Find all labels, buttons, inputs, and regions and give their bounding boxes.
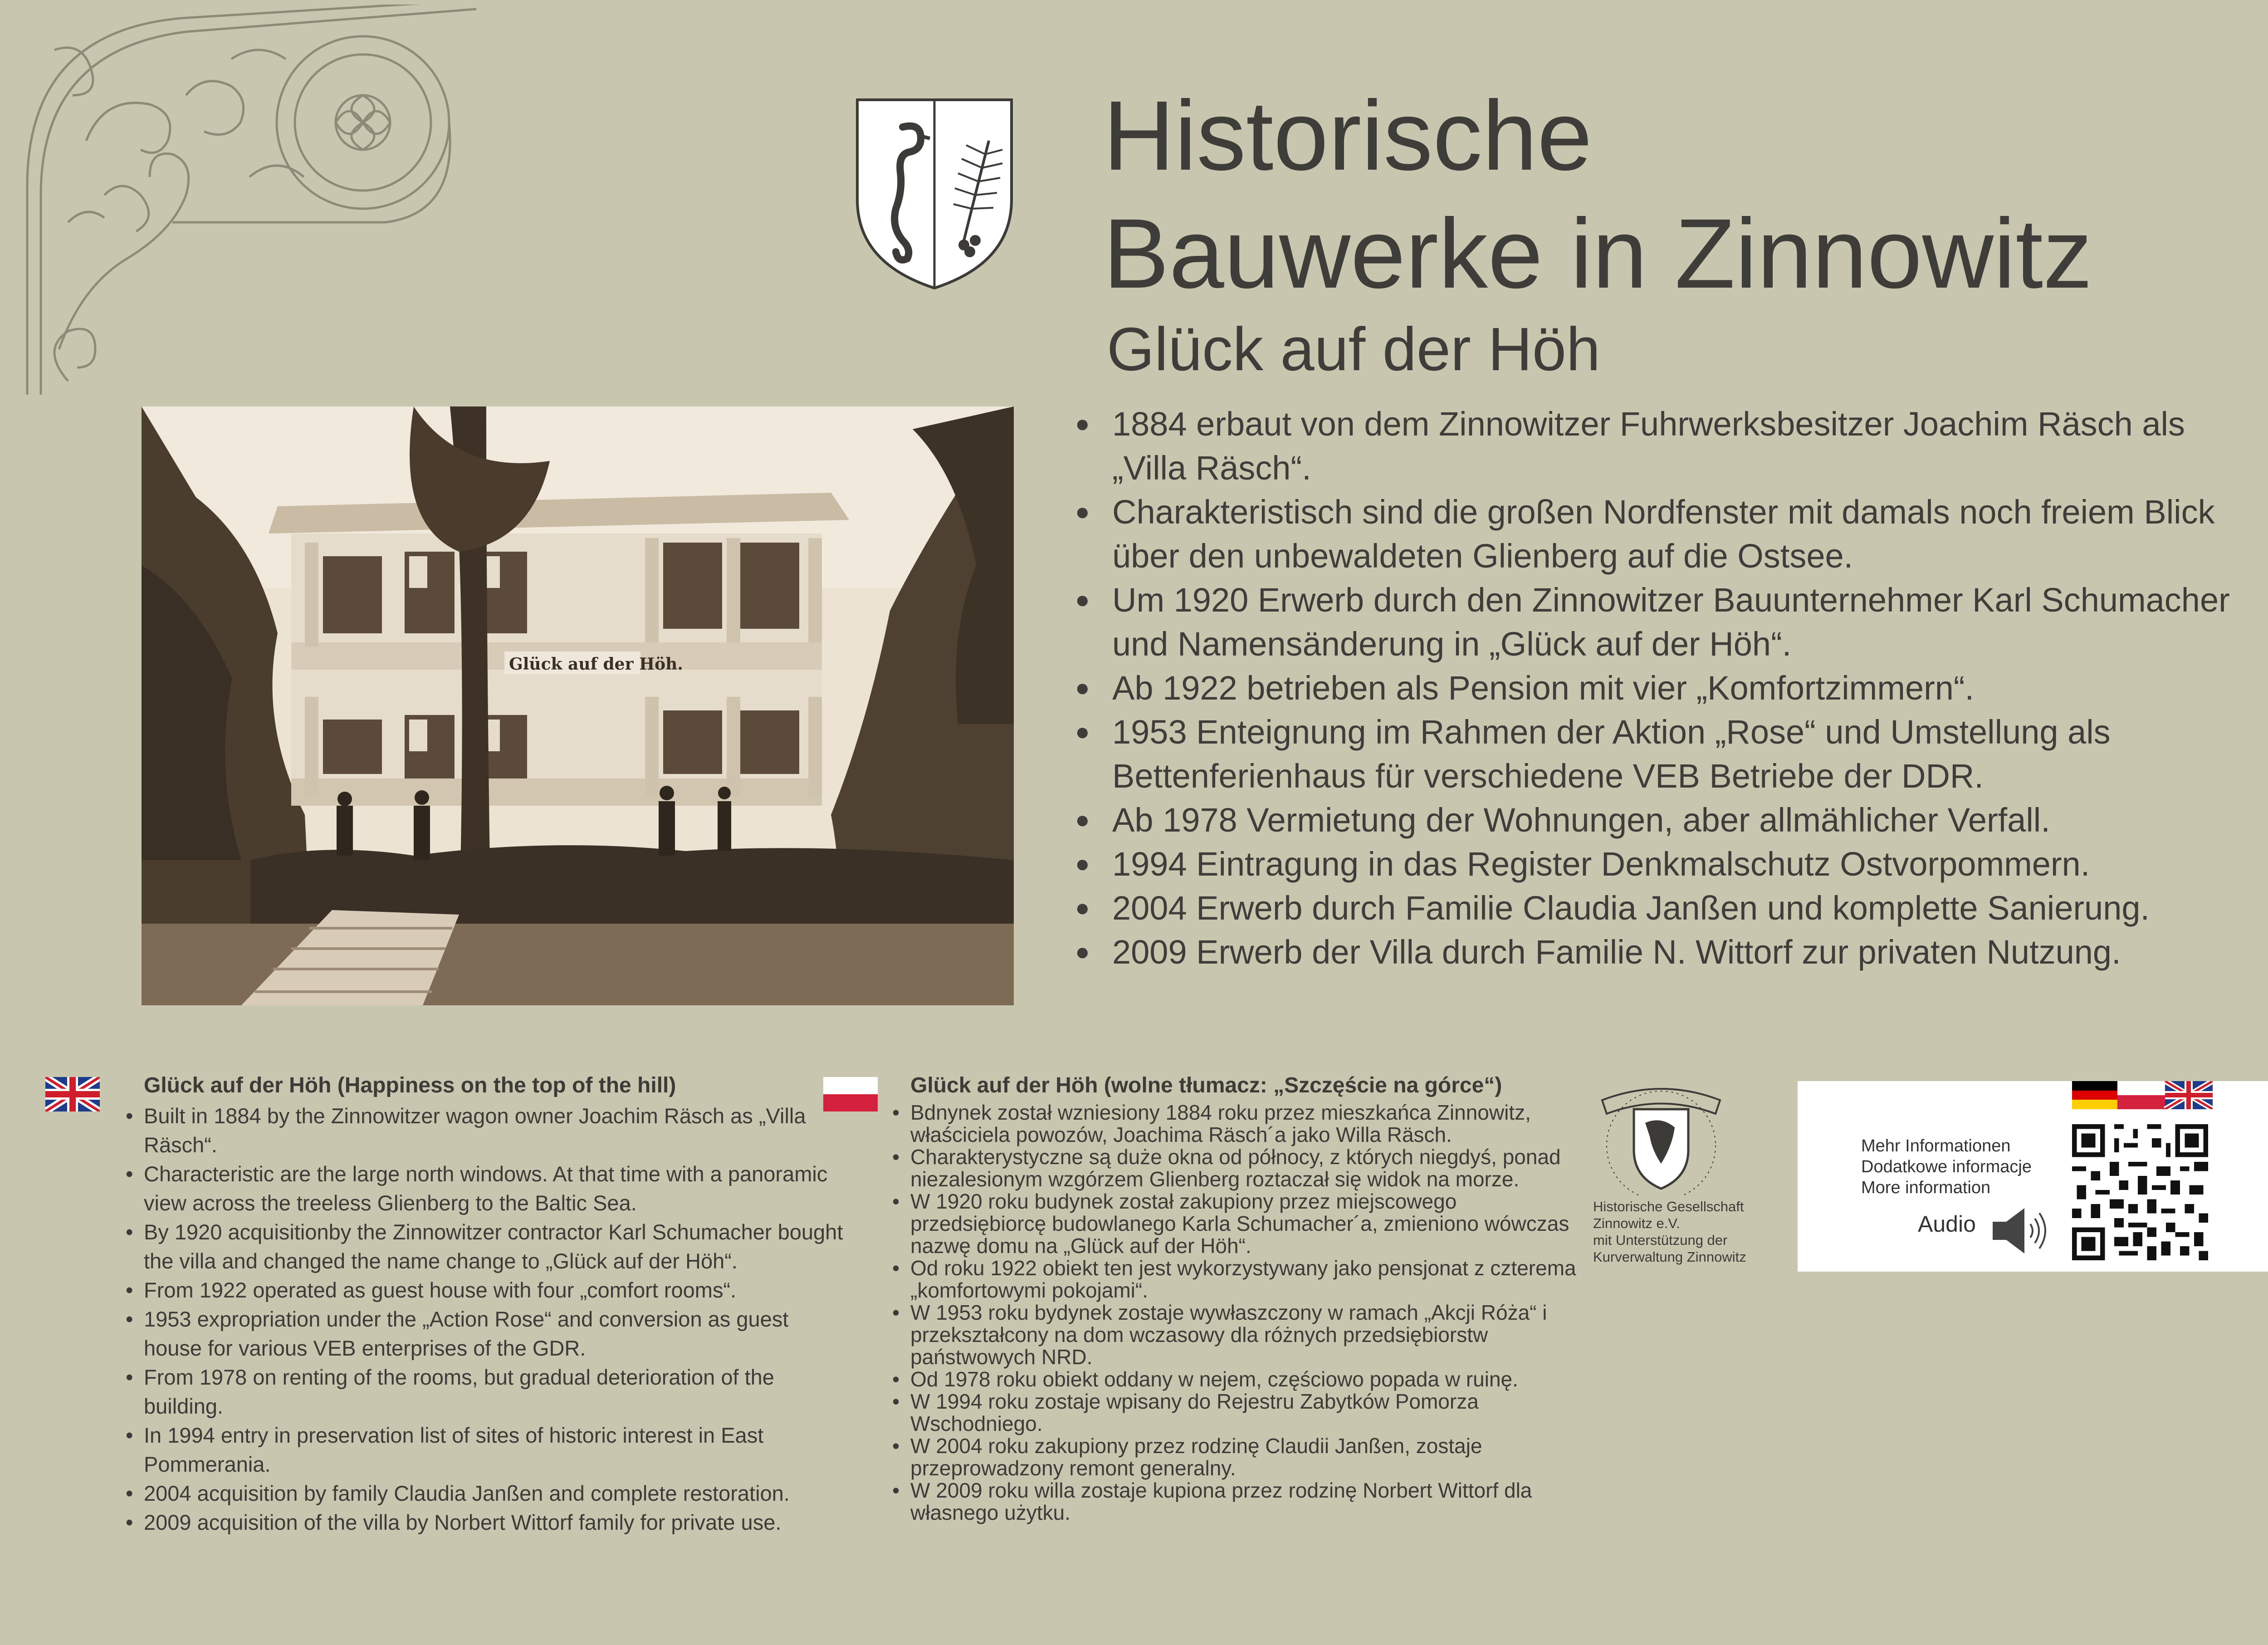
polish-section [823,1072,1590,1524]
list-item: • W 1953 roku bydynek zostaje wywłaszczony w ramach „Akcji Róża“ i przekształcony na dom wczasowy dla różnych przedsiębiorstw państwowych NRD. [910,1302,1590,1368]
list-item: ● Charakteristisch sind die großen Nordfenster mit damals noch freiem Blick über den unbewaldeten Glienberg auf die Ostsee. [1075,490,2263,578]
society-line-3: mit Unterstützung der [1593,1232,1728,1248]
list-item: • By 1920 acquisitionby the Zinnowitzer contractor Karl Schumacher bought the villa and changed the name change to „Glück auf der Höh“. [144,1218,844,1276]
coat-of-arms-icon [853,95,1016,290]
uk-flag-icon [45,1077,100,1111]
more-info-text [1861,1136,2032,1198]
list-item: • Od roku 1922 obiekt ten jest wykorzystywany jako pensjonat z czterema „komfortowymi pokojami“. [910,1257,1590,1302]
english-heading: Glück auf der Höh (Happiness on the top of the hill) [144,1073,676,1097]
language-flags-icon [2072,1081,2213,1109]
list-item: • Charakterystyczne są duże okna od północy, z których niegdyś, ponad niezalesionym wzgórzem Glienberg roztaczał się widok na morze. [910,1146,1590,1190]
list-item: ● Um 1920 Erwerb durch den Zinnowitzer Bauunternehmer Karl Schumacher und Namensänderung in „Glück auf der Höh“. [1075,578,2263,666]
list-item: • Bdnynek został wzniesiony 1884 roku przez mieszkańca Zinnowitz, właściciela powozów, Joachima Räsch´a jako Willa Räsch. [910,1102,1590,1146]
society-line-1: Historische Gesellschaft [1593,1199,1744,1214]
list-item: ● 1953 Enteignung im Rahmen der Aktion „Rose“ und Umstellung als Bettenferienhaus für verschiedene VEB Betriebe der DDR. [1075,710,2263,798]
photo-sign-text: Glück auf der Höh. [509,655,683,674]
list-item: • Od 1978 roku obiekt oddany w nejem, częściowo popada w ruinę. [910,1368,1590,1390]
polish-facts-list [823,1102,1590,1524]
list-item: • W 1920 roku budynek został zakupiony przez miejscowego przedsiębiorcę budowlanego Karla Schumacher´a, zmieniono wówczas nazwę domu na „Glück auf der Höh“. [910,1190,1590,1257]
list-item: • From 1978 on renting of the rooms, but gradual deterioration of the building. [144,1363,844,1421]
more-info-box [1798,1081,2268,1272]
page-subtitle: Glück auf der Höh [1107,315,1601,383]
ornament-flourish-icon [14,5,485,404]
title-line-2: Bauwerke in Zinnowitz [1103,199,2092,309]
page-title [1103,77,2237,313]
list-item: ● 2009 Erwerb der Villa durch Familie N. Wittorf zur privaten Nutzung. [1075,930,2263,974]
polish-heading: Glück auf der Höh (wolne tłumacz: „Szczęście na górce“) [910,1073,1502,1097]
more-info-de: Mehr Informationen [1861,1136,2011,1155]
list-item: • In 1994 entry in preservation list of sites of historic interest in East Pommerania. [144,1421,844,1479]
polish-flag-icon [823,1077,878,1111]
society-line-2: Zinnowitz e.V. [1593,1215,1680,1231]
more-info-en: More information [1861,1178,1991,1197]
english-section [45,1072,844,1537]
speaker-icon [1990,1206,2049,1256]
list-item: ● Ab 1922 betrieben als Pension mit vier „Komfortzimmern“. [1075,666,2263,710]
audio-label: Audio [1918,1211,1976,1237]
list-item: • 2009 acquisition of the villa by Norbert Wittorf family for private use. [144,1508,844,1537]
list-item: • W 2004 roku zakupiony przez rodzinę Claudii Janßen, zostaje przeprowadzony remont generalny. [910,1435,1590,1479]
german-facts-list [1075,402,2263,974]
list-item: ● 2004 Erwerb durch Familie Claudia Janßen und komplette Sanierung. [1075,886,2263,930]
list-item: • 2004 acquisition by family Claudia Janßen and complete restoration. [144,1479,844,1508]
list-item: • Characteristic are the large north windows. At that time with a panoramic view across the treeless Glienberg to the Baltic Sea. [144,1160,844,1218]
historic-villa-photo [142,406,1014,1005]
more-info-pl: Dodatkowe informacje [1861,1157,2032,1176]
list-item: ● 1884 erbaut von dem Zinnowitzer Fuhrwerksbesitzer Joachim Räsch als „Villa Räsch“. [1075,402,2263,490]
list-item: ● Ab 1978 Vermietung der Wohnungen, aber allmählicher Verfall. [1075,798,2263,842]
list-item: • 1953 expropriation under the „Action Rose“ and conversion as guest house for various VEB enterprises of the GDR. [144,1305,844,1363]
list-item: • W 2009 roku willa zostaje kupiona przez rodzinę Norbert Wittorf dla własnego użytku. [910,1479,1590,1524]
qr-code-icon[interactable] [2072,1124,2208,1260]
society-line-4: Kurverwaltung Zinnowitz [1593,1249,1746,1265]
english-facts-list [45,1102,844,1537]
society-emblem-icon [1593,1077,1729,1195]
list-item: ● 1994 Eintragung in das Register Denkmalschutz Ostvorpommern. [1075,842,2263,886]
list-item: • W 1994 roku zostaje wpisany do Rejestru Zabytków Pomorza Wschodniego. [910,1390,1590,1435]
title-line-1: Historische [1103,81,1593,191]
list-item: • From 1922 operated as guest house with four „comfort rooms“. [144,1276,844,1305]
list-item: • Built in 1884 by the Zinnowitzer wagon owner Joachim Räsch as „Villa Räsch“. [144,1102,844,1160]
society-block [1593,1077,1788,1265]
